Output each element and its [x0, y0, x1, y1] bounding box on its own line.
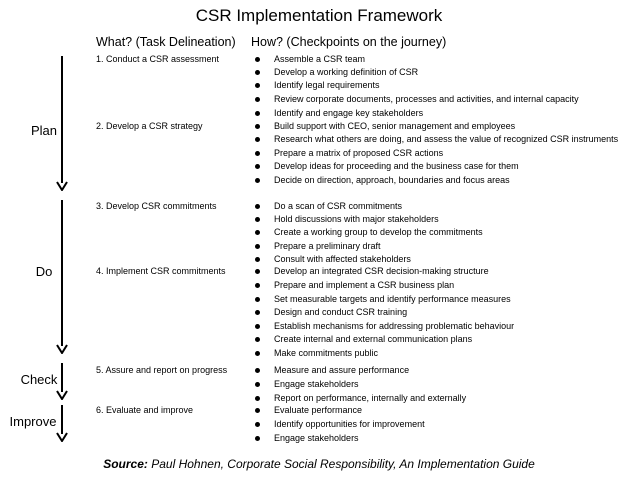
- phase-do-label: Do: [35, 264, 53, 279]
- what-column-header: What? (Task Delineation): [96, 35, 236, 49]
- bullet-dot: [255, 230, 260, 235]
- bullet-dot: [255, 70, 260, 75]
- checkpoint-text: Set measurable targets and identify performance measures: [274, 294, 511, 304]
- checkpoint-text: Measure and assure performance: [274, 365, 410, 375]
- bullet-dot: [255, 368, 260, 373]
- bullet-dot: [255, 324, 260, 329]
- bullet-dot: [255, 436, 260, 441]
- bullet-dot: [255, 178, 260, 183]
- task-item: 5. Assure and report on progress: [96, 365, 228, 375]
- checkpoint-text: Decide on direction, approach, boundaries and focus areas: [274, 175, 510, 185]
- bullet-dot: [255, 57, 260, 62]
- task-item: 2. Develop a CSR strategy: [96, 121, 203, 131]
- bullet-dot: [255, 269, 260, 274]
- do-arrow: [56, 200, 68, 354]
- bullet-dot: [255, 151, 260, 156]
- checkpoint-text: Prepare a preliminary draft: [274, 241, 381, 251]
- checkpoint-text: Develop an integrated CSR decision-making structure: [274, 266, 489, 276]
- task-item: 4. Implement CSR commitments: [96, 266, 226, 276]
- bullet-dot: [255, 124, 260, 129]
- phase-check-label: Check: [20, 372, 58, 387]
- checkpoint-text: Make commitments public: [274, 348, 379, 358]
- phase-plan-label: Plan: [30, 123, 58, 138]
- bullet-dot: [255, 396, 260, 401]
- checkpoint-text: Engage stakeholders: [274, 433, 359, 443]
- checkpoint-text: Engage stakeholders: [274, 379, 359, 389]
- bullet-dot: [255, 244, 260, 249]
- checkpoint-text: Prepare and implement a CSR business plan: [274, 280, 455, 290]
- checkpoint-text: Do a scan of CSR commitments: [274, 201, 403, 211]
- bullet-dot: [255, 217, 260, 222]
- checkpoint-text: Evaluate performance: [274, 405, 363, 415]
- bullet-dot: [255, 111, 260, 116]
- diagram-title: CSR Implementation Framework: [195, 6, 443, 25]
- bullet-dot: [255, 422, 260, 427]
- bullet-dot: [255, 283, 260, 288]
- checkpoint-text: Identify opportunities for improvement: [274, 419, 425, 429]
- checkpoint-text: Research what others are doing, and assess the value of recognized CSR instruments: [274, 134, 619, 144]
- improve-arrow: [56, 405, 68, 442]
- bullet-dot: [255, 137, 260, 142]
- source-label: Source:: [103, 457, 148, 471]
- source-text: Paul Hohnen, Corporate Social Responsibility, An Implementation Guide: [147, 457, 535, 471]
- checkpoint-text: Identify and engage key stakeholders: [274, 108, 424, 118]
- bullet-dot: [255, 408, 260, 413]
- checkpoint-text: Hold discussions with major stakeholders: [274, 214, 439, 224]
- bullet-dot: [255, 83, 260, 88]
- how-column-header: How? (Checkpoints on the journey): [251, 35, 447, 49]
- bullet-dot: [255, 204, 260, 209]
- checkpoint-text: Consult with affected stakeholders: [274, 254, 411, 264]
- checkpoint-text: Develop a working definition of CSR: [274, 67, 419, 77]
- checkpoint-text: Design and conduct CSR training: [274, 307, 408, 317]
- checkpoint-text: Build support with CEO, senior management and employees: [274, 121, 516, 131]
- bullet-dot: [255, 164, 260, 169]
- checkpoint-text: Report on performance, internally and externally: [274, 393, 467, 403]
- checkpoint-text: Identify legal requirements: [274, 80, 380, 90]
- task-item: 1. Conduct a CSR assessment: [96, 54, 220, 64]
- task-item: 6. Evaluate and improve: [96, 405, 194, 415]
- task-item: 3. Develop CSR commitments: [96, 201, 217, 211]
- checkpoint-text: Establish mechanisms for addressing problematic behaviour: [274, 321, 515, 331]
- bullet-dot: [255, 351, 260, 356]
- source-citation: [0, 457, 638, 471]
- checkpoint-text: Develop ideas for proceeding and the business case for them: [274, 161, 519, 171]
- bullet-dot: [255, 337, 260, 342]
- checkpoint-text: Create internal and external communication plans: [274, 334, 473, 344]
- checkpoint-text: Assemble a CSR team: [274, 54, 366, 64]
- check-arrow: [56, 363, 68, 400]
- checkpoint-text: Review corporate documents, processes and activities, and internal capacity: [274, 94, 579, 104]
- phase-improve-label: Improve: [9, 414, 57, 429]
- checkpoint-text: Prepare a matrix of proposed CSR actions: [274, 148, 444, 158]
- bullet-dot: [255, 257, 260, 262]
- plan-arrow: [56, 56, 68, 191]
- bullet-dot: [255, 382, 260, 387]
- bullet-dot: [255, 297, 260, 302]
- bullet-dot: [255, 310, 260, 315]
- checkpoint-text: Create a working group to develop the commitments: [274, 227, 483, 237]
- bullet-dot: [255, 97, 260, 102]
